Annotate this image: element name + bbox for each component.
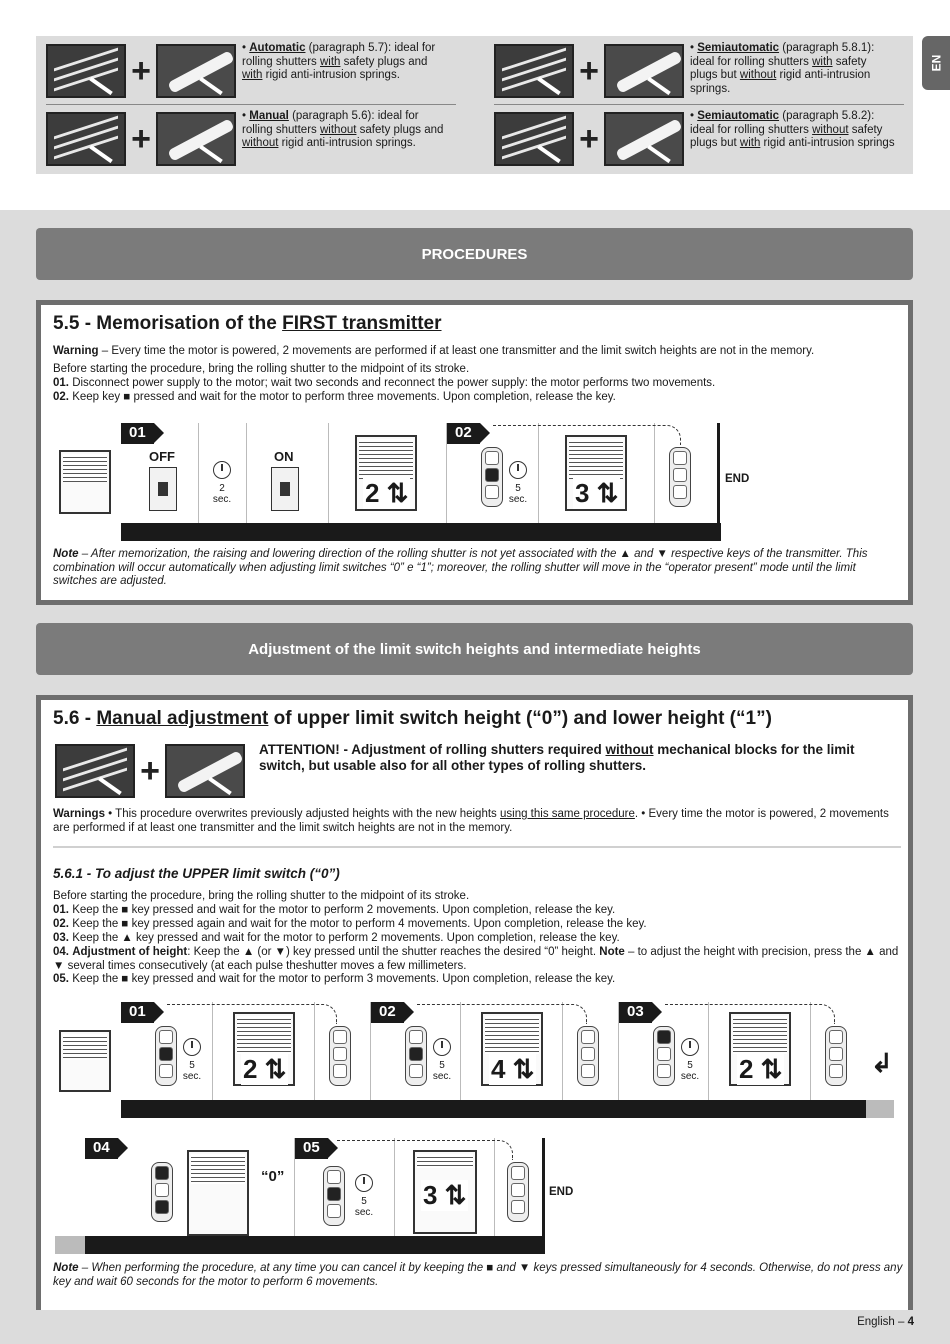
transmitter-icon — [669, 447, 691, 507]
step-05-text — [53, 973, 903, 987]
seconds-unit: sec. — [212, 494, 232, 505]
step-number: 02. — [53, 918, 69, 930]
note-body: – After memorization, the raising and lowering direction of the rolling shutter is not yet associated with the ▲ and ▼ respective keys of the transmitter. This combination will occur automatically when adjusting limit switches “0” e “1”; moreover, the rolling shutter will move in the “operator present” mode until the limit switches are adjusted. — [53, 548, 868, 588]
clock-icon — [183, 1038, 201, 1056]
warnings-text — [53, 808, 903, 835]
option-end: rigid anti-intrusion springs. — [281, 137, 416, 149]
dashed-arrow — [493, 425, 681, 445]
seconds-unit: sec. — [354, 1207, 374, 1218]
option-automatic: • Automatic (paragraph 5.7): ideal for rolling shutters with safety plugs and with rigid anti-intrusion springs. — [242, 42, 436, 81]
procedures-label: PROCEDURES — [421, 245, 528, 263]
step-number: 01. — [53, 377, 69, 389]
option-ref: (paragraph 5.7): ideal for rolling shutters — [242, 42, 436, 68]
option-ref: (paragraph 5.6): ideal for rolling shutters — [242, 110, 419, 136]
step-body: Keep key ■ pressed and wait for the motor to perform three movements. Upon completion, release the key. — [69, 391, 616, 403]
shutter-slats-image — [494, 44, 574, 98]
plus-icon: + — [140, 751, 160, 790]
option-ref: (paragraph 5.8.1): ideal for rolling shutters — [690, 42, 875, 68]
step-04-text — [53, 946, 903, 973]
step-marker-01: 01 — [121, 1002, 154, 1023]
title-underlined: FIRST transmitter — [282, 313, 442, 334]
transmitter-icon — [577, 1026, 599, 1086]
window-icon — [59, 1030, 111, 1092]
shutter-slats-image — [46, 44, 126, 98]
option-mid: safety plugs but — [690, 123, 883, 149]
warnings-suffix: . • Every time the motor is powered, 2 movements are performed if at least one transmitter and the limit switch heights are not in the memory. — [53, 808, 889, 834]
warning-label: Warning — [53, 345, 99, 357]
semiautomatic-1-illustration — [494, 44, 684, 98]
plus-icon: + — [131, 119, 151, 158]
note-text — [53, 1262, 903, 1289]
step-03-text — [53, 932, 903, 946]
plus-icon: + — [579, 119, 599, 158]
movement-count: 2 ⇅ — [243, 1054, 287, 1084]
warnings-prefix: • This procedure overwrites previously adjusted heights with the new heights — [104, 808, 500, 820]
motor-tube-image — [165, 744, 245, 798]
plus-icon: + — [579, 51, 599, 90]
before-text: Before starting the procedure, bring the rolling shutter to the midpoint of its stroke. — [53, 363, 470, 375]
movement-count: 3 ⇅ — [423, 1180, 467, 1210]
step-note: – to adjust the height with precision, press the ▲ and ▼ several times consecutively (at each pulse theshutter moves a few millimeters. — [53, 946, 899, 972]
movement-count: 2 ⇅ — [739, 1054, 783, 1084]
step-marker-03: 03 — [619, 1002, 652, 1023]
clock-icon — [433, 1038, 451, 1056]
motor-tube-image — [604, 112, 684, 166]
clock-icon — [213, 461, 231, 479]
option-end: rigid anti-intrusion springs. — [690, 69, 871, 95]
option-term: Manual — [249, 110, 289, 122]
continue-arrow-icon: ↲ — [871, 1048, 893, 1078]
before-text: Before starting the procedure, bring the rolling shutter to the midpoint of its stroke. — [53, 890, 470, 902]
step-02-text — [53, 918, 903, 932]
page-number: 4 — [907, 1316, 914, 1328]
step-marker-02: 02 — [371, 1002, 404, 1023]
movement-count: 3 ⇅ — [575, 478, 619, 508]
transmitter-icon — [323, 1166, 345, 1226]
title-suffix: of upper limit switch height (“0”) and lower height (“1”) — [268, 708, 772, 729]
automatic-illustration — [46, 44, 236, 98]
option-spring: with — [739, 137, 761, 149]
option-term: Semiautomatic — [697, 42, 780, 54]
seconds-value: 5 — [189, 1060, 195, 1071]
dashed-arrow — [167, 1004, 337, 1024]
seconds-value: 5 — [439, 1060, 445, 1071]
attention-prefix: ATTENTION! - Adjustment of rolling shutters required — [259, 742, 606, 757]
option-mid: safety plugs but — [690, 55, 867, 81]
transmitter-icon — [329, 1026, 351, 1086]
attention-suffix: mechanical blocks for the limit switch, but usable also for all other types of rolling shutters. — [259, 742, 855, 773]
clock-icon — [509, 461, 527, 479]
step-number: 04. — [53, 946, 69, 958]
transmitter-icon — [405, 1026, 427, 1086]
seconds-unit: sec. — [680, 1071, 700, 1082]
procedure-diagram-row-1 — [121, 1002, 894, 1118]
step-01-text — [53, 377, 903, 391]
shutter-slats-image — [55, 744, 135, 798]
option-spring: with — [242, 69, 263, 81]
seconds-label — [503, 483, 533, 505]
transmitter-icon — [151, 1162, 173, 1222]
end-line — [542, 1138, 545, 1254]
page-footer — [857, 1316, 914, 1328]
motor-tube-image — [156, 112, 236, 166]
step-marker-01: 01 — [121, 423, 154, 444]
footer-language: English – — [857, 1316, 908, 1328]
transmitter-icon — [155, 1026, 177, 1086]
warnings-underlined: using this same procedure — [500, 808, 635, 820]
step-body: Keep the ■ key pressed and wait for the motor to perform 2 movements. Upon completion, release the key. — [69, 904, 616, 916]
end-label: END — [549, 1186, 574, 1198]
transmitter-icon — [653, 1026, 675, 1086]
option-end: rigid anti-intrusion springs. — [265, 69, 400, 81]
option-term: Semiautomatic — [697, 110, 780, 122]
warning-text — [53, 345, 903, 359]
note-text — [53, 548, 903, 589]
manual-illustration — [46, 112, 236, 166]
option-mid: safety plugs and — [359, 123, 444, 136]
step-02-text — [53, 391, 903, 405]
warning-body: – Every time the motor is powered, 2 movements are performed if at least one transmitter and the limit switch heights are not in the memory. — [98, 345, 815, 357]
clock-icon — [681, 1038, 699, 1056]
seconds-label — [427, 1060, 457, 1082]
step-marker-05: 05 — [295, 1138, 328, 1159]
option-term: Automatic — [249, 42, 306, 54]
seconds-unit: sec. — [508, 494, 528, 505]
timeline-continue — [866, 1100, 894, 1118]
step-body: : Keep the ▲ (or ▼) key pressed until the shutter reaches the desired “0” height. — [187, 946, 600, 958]
step-body: Keep the ■ key pressed again and wait for the motor to perform 4 movements. Upon completion, release the key. — [69, 918, 647, 930]
procedure-diagram-row-2 — [55, 1138, 545, 1254]
manual-illustration — [55, 744, 245, 798]
transmitter-icon — [507, 1162, 529, 1222]
timeline-continue — [55, 1236, 85, 1254]
note-label: Note — [53, 1262, 79, 1274]
title-prefix: 5.5 - Memorisation of the — [53, 313, 283, 334]
shutter-types-box — [36, 36, 913, 174]
section-title — [53, 708, 772, 730]
movement-count: 4 ⇅ — [491, 1054, 535, 1084]
section-title — [53, 313, 442, 335]
adjustment-label: Adjustment of the limit switch heights and intermediate heights — [248, 640, 701, 658]
step-number: 03. — [53, 932, 69, 944]
end-line — [717, 423, 720, 541]
option-spring: without — [739, 69, 777, 81]
plus-icon: + — [131, 51, 151, 90]
dashed-arrow — [337, 1140, 513, 1160]
breaker-icon — [271, 467, 299, 511]
step-marker-04: 04 — [85, 1138, 118, 1159]
language-label: EN — [928, 54, 943, 72]
seconds-label — [675, 1060, 705, 1082]
clock-icon — [355, 1174, 373, 1192]
off-label: OFF — [149, 449, 175, 464]
procedures-heading — [36, 228, 913, 280]
language-tab[interactable] — [922, 36, 950, 90]
attention-underlined: without — [605, 742, 654, 757]
divider — [494, 104, 904, 105]
seconds-unit: sec. — [432, 1071, 452, 1082]
option-mid: safety plugs and — [343, 55, 428, 68]
divider — [53, 846, 901, 848]
procedure-diagram — [121, 423, 721, 541]
warnings-label: Warnings — [53, 808, 105, 820]
dashed-arrow — [665, 1004, 835, 1024]
shutter-slats-image — [46, 112, 126, 166]
seconds-value: 2 — [219, 483, 225, 494]
semiautomatic-2-illustration — [494, 112, 684, 166]
note-label: Note — [53, 548, 79, 560]
seconds-value: 5 — [361, 1196, 367, 1207]
dashed-arrow — [417, 1004, 587, 1024]
seconds-label — [349, 1196, 379, 1218]
seconds-label — [177, 1060, 207, 1082]
step-body: Disconnect power supply to the motor; wait two seconds and reconnect the power supply: the motor performs two movements. — [69, 377, 716, 389]
step-01-text — [53, 904, 903, 918]
window-icon — [59, 450, 111, 514]
step-number: 05. — [53, 973, 69, 985]
option-end: rigid anti-intrusion springs — [763, 137, 895, 149]
zero-height-label: “0” — [261, 1168, 285, 1185]
step-body: Keep the ■ key pressed and wait for the motor to perform 3 movements. Upon completion, release the key. — [69, 973, 616, 985]
breaker-icon — [149, 467, 177, 511]
step-marker-02: 02 — [447, 423, 480, 444]
step-bold: Adjustment of height — [72, 946, 188, 958]
motor-tube-image — [156, 44, 236, 98]
option-manual: • Manual (paragraph 5.6): ideal for rolling shutters without safety plugs and without rigid anti-intrusion springs. — [242, 110, 444, 149]
seconds-value: 5 — [515, 483, 521, 494]
option-plug: with — [812, 55, 833, 68]
option-ref: (paragraph 5.8.2): ideal for rolling shutters — [690, 110, 875, 136]
option-plug: without — [812, 123, 849, 136]
seconds-label — [207, 483, 237, 505]
timeline-band — [85, 1236, 545, 1254]
timeline-band — [121, 1100, 866, 1118]
step-number: 02. — [53, 391, 69, 403]
title-prefix: 5.6 - — [53, 708, 97, 729]
step-note-label: Note — [599, 946, 625, 958]
option-plug: without — [320, 123, 357, 136]
on-label: ON — [274, 449, 294, 464]
seconds-unit: sec. — [182, 1071, 202, 1082]
section-5-6 — [36, 695, 913, 1310]
option-semiautomatic-2: • Semiautomatic (paragraph 5.8.2): ideal for rolling shutters without safety plugs but with rigid anti-intrusion springs — [690, 110, 895, 149]
shutter-slats-image — [494, 112, 574, 166]
shutter-window-icon — [187, 1150, 249, 1236]
transmitter-icon — [825, 1026, 847, 1086]
option-semiautomatic-1: • Semiautomatic (paragraph 5.8.1): ideal for rolling shutters with safety plugs but without rigid anti-intrusion springs. — [690, 42, 875, 95]
step-number: 01. — [53, 904, 69, 916]
title-underlined: Manual adjustment — [96, 708, 269, 729]
adjustment-heading — [36, 623, 913, 675]
transmitter-icon — [481, 447, 503, 507]
motor-tube-image — [604, 44, 684, 98]
note-body: – When performing the procedure, at any time you can cancel it by keeping the ■ and ▼ keys pressed simultaneously for 4 seconds. Otherwise, do not press any key and wait 60 seconds for the motor to perform 6 movements. — [53, 1262, 903, 1288]
option-spring: without — [242, 137, 279, 149]
attention-text — [259, 742, 901, 774]
step-body: Keep the ▲ key pressed and wait for the motor to perform 2 movements. Upon completion, release the key. — [69, 932, 620, 944]
section-5-5 — [36, 300, 913, 605]
end-label: END — [725, 473, 750, 485]
divider — [46, 104, 456, 105]
seconds-value: 5 — [687, 1060, 693, 1071]
option-plug: with — [320, 55, 341, 68]
movement-count: 2 ⇅ — [365, 478, 409, 508]
subsection-title: 5.6.1 - To adjust the UPPER limit switch (“0”) — [53, 866, 340, 881]
timeline-band — [121, 523, 721, 541]
